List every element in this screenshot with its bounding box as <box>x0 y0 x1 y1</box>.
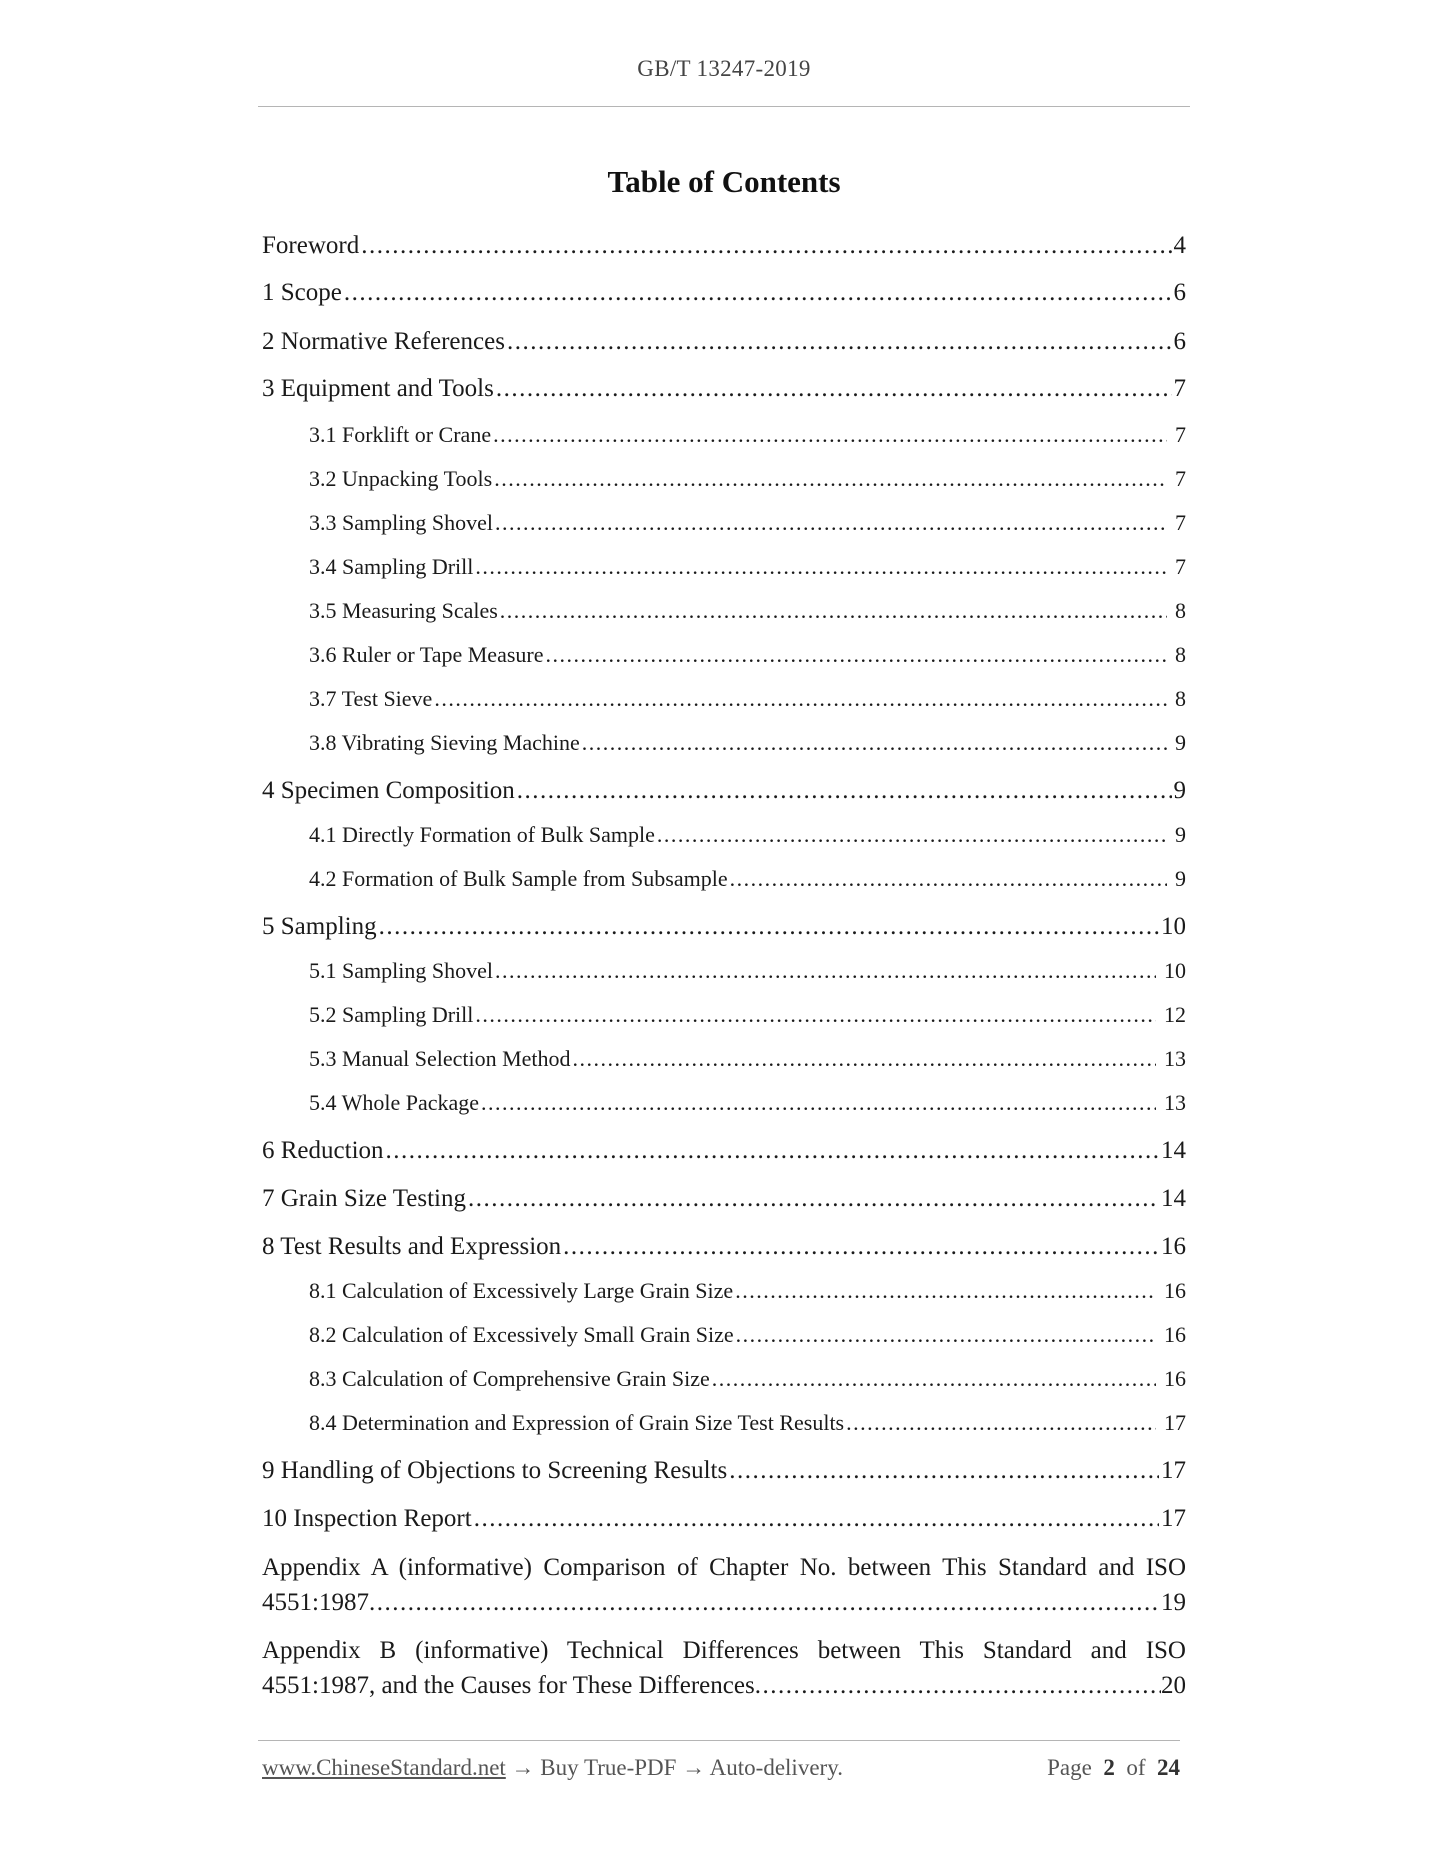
toc-entry-page: 12 <box>1164 1002 1186 1027</box>
toc-entry-label: 1 Scope <box>262 279 342 306</box>
toc-leader-dots <box>573 1046 1156 1072</box>
toc-entry-page: 6 <box>1173 328 1186 355</box>
toc-entry[interactable] <box>262 1505 1186 1533</box>
toc-entry-label: 4.1 Directly Formation of Bulk Sample <box>309 822 655 847</box>
toc-appendix-entry[interactable] <box>262 1550 1186 1620</box>
toc-entry-page: 4 <box>1173 232 1186 259</box>
toc-entry-label: 8.4 Determination and Expression of Grain Size Test Results <box>309 1410 845 1435</box>
toc-entry-page: 6 <box>1173 279 1186 306</box>
toc-entry-page: 14 <box>1161 1137 1186 1164</box>
toc-entry[interactable] <box>262 279 1186 307</box>
toc-entry-page: 10 <box>1164 958 1186 983</box>
toc-entry-label: 5 Sampling <box>262 913 377 940</box>
toc-entry-page: 8 <box>1175 598 1186 623</box>
appendix-title-line2: 4551:1987 <box>262 1589 369 1616</box>
toc-entry[interactable] <box>309 1322 1186 1348</box>
toc-entry[interactable] <box>262 1457 1186 1485</box>
toc-entry-page: 13 <box>1164 1046 1186 1071</box>
toc-entry[interactable] <box>309 554 1186 580</box>
toc-entry-label: Foreword <box>262 232 360 259</box>
toc-entry-page: 16 <box>1164 1366 1186 1391</box>
toc-entry[interactable] <box>309 422 1186 448</box>
toc-entry-label: 8.3 Calculation of Comprehensive Grain Size <box>309 1366 710 1391</box>
toc-entry[interactable] <box>309 822 1186 848</box>
toc-leader-dots <box>495 958 1156 984</box>
toc-leader-dots <box>500 598 1167 624</box>
toc-entry-label: 8 Test Results and Expression <box>262 1233 562 1260</box>
toc-entry[interactable] <box>309 1090 1186 1116</box>
toc-leader-dots <box>735 1278 1156 1304</box>
toc-entry-page: 8 <box>1175 686 1186 711</box>
toc-entry-page: 9 <box>1175 822 1186 847</box>
toc-entry-label: 10 Inspection Report <box>262 1505 472 1532</box>
toc-entry-label: 3.5 Measuring Scales <box>309 598 498 623</box>
toc-leader-dots <box>493 422 1167 448</box>
toc-leader-dots <box>361 232 1171 260</box>
toc-leader-dots <box>755 1668 1161 1703</box>
toc-entry-page: 7 <box>1175 510 1186 535</box>
appendix-title-line1: Appendix B (informative) Technical Differences between This Standard and ISO <box>262 1637 1186 1664</box>
toc-entry-label: 4 Specimen Composition <box>262 777 515 804</box>
toc-leader-dots <box>494 466 1167 492</box>
toc-entry-label: 3.3 Sampling Shovel <box>309 510 493 535</box>
toc-entry-label: 8.2 Calculation of Excessively Small Grain Size <box>309 1322 734 1347</box>
toc-entry-label: 3.1 Forklift or Crane <box>309 422 492 447</box>
website-link[interactable]: www.ChineseStandard.net <box>262 1755 506 1780</box>
toc-entry[interactable] <box>262 375 1186 403</box>
toc-leader-dots <box>545 642 1167 668</box>
toc-leader-dots <box>495 510 1167 536</box>
toc-entry[interactable] <box>309 598 1186 624</box>
toc-entry-label: 2 Normative References <box>262 328 505 355</box>
toc-entry-label: 8.1 Calculation of Excessively Large Grain Size <box>309 1278 734 1303</box>
toc-leader-dots <box>496 375 1172 403</box>
appendix-title-line1: Appendix A (informative) Comparison of Chapter No. between This Standard and ISO <box>262 1554 1186 1581</box>
toc-entry-page: 20 <box>1161 1672 1186 1699</box>
toc-entry[interactable] <box>262 328 1186 356</box>
toc-entry-label: 5.1 Sampling Shovel <box>309 958 493 983</box>
toc-entry-label: 6 Reduction <box>262 1137 384 1164</box>
toc-appendix-entry[interactable] <box>262 1633 1186 1703</box>
toc-entry-page: 9 <box>1175 866 1186 891</box>
toc-entry[interactable] <box>309 642 1186 668</box>
toc-entry-page: 16 <box>1164 1322 1186 1347</box>
toc-entry[interactable] <box>309 686 1186 712</box>
toc-leader-dots <box>730 866 1167 892</box>
auto-delivery-text: Auto-delivery. <box>709 1755 843 1780</box>
footer-divider <box>258 1740 1180 1741</box>
toc-entry-label: 5.2 Sampling Drill <box>309 1002 474 1027</box>
toc-leader-dots <box>434 686 1167 712</box>
page-number: Page 2 of 24 <box>1047 1755 1180 1780</box>
toc-entry[interactable] <box>309 1278 1186 1304</box>
toc-leader-dots <box>379 913 1159 941</box>
toc-leader-dots <box>369 1585 1161 1620</box>
toc-entry[interactable] <box>309 1046 1186 1072</box>
toc-entry-label: 3.6 Ruler or Tape Measure <box>309 642 544 667</box>
toc-entry-label: 3.2 Unpacking Tools <box>309 466 493 491</box>
toc-entry[interactable] <box>309 1002 1186 1028</box>
header-divider <box>258 106 1190 107</box>
appendix-title-line2: 4551:1987, and the Causes for These Differences <box>262 1672 755 1699</box>
toc-entry[interactable] <box>262 1185 1186 1213</box>
toc-entry[interactable] <box>262 913 1186 941</box>
toc-entry[interactable] <box>309 1366 1186 1392</box>
toc-leader-dots <box>475 554 1167 580</box>
toc-entry-label: 5.3 Manual Selection Method <box>309 1046 571 1071</box>
toc-entry-page: 9 <box>1175 730 1186 755</box>
toc-leader-dots <box>386 1137 1159 1165</box>
toc-entry-page: 7 <box>1175 422 1186 447</box>
toc-entry-page: 7 <box>1175 554 1186 579</box>
toc-entry[interactable] <box>309 958 1186 984</box>
toc-entry-page: 10 <box>1161 913 1186 940</box>
toc-entry-page: 16 <box>1161 1233 1186 1260</box>
toc-leader-dots <box>507 328 1172 356</box>
arrow-icon: → <box>505 1755 541 1780</box>
toc-entry-label: 9 Handling of Objections to Screening Results <box>262 1457 728 1484</box>
toc-entry-page: 7 <box>1175 466 1186 491</box>
toc-entry-page: 13 <box>1164 1090 1186 1115</box>
toc-entry[interactable] <box>309 510 1186 536</box>
toc-leader-dots <box>729 1457 1159 1485</box>
toc-entry-label: 3.7 Test Sieve <box>309 686 433 711</box>
toc-entry-label: 3.8 Vibrating Sieving Machine <box>309 730 580 755</box>
toc-leader-dots <box>517 777 1172 805</box>
toc-entry[interactable] <box>262 777 1186 805</box>
toc-entry-page: 17 <box>1161 1505 1186 1532</box>
toc-entry-label: 4.2 Formation of Bulk Sample from Subsample <box>309 866 728 891</box>
running-header: GB/T 13247-2019 <box>637 56 811 81</box>
page-footer <box>262 1755 1180 1781</box>
buy-pdf-text: Buy True-PDF <box>540 1755 677 1780</box>
toc-entry[interactable] <box>309 1410 1186 1436</box>
toc-entry-label: 3.4 Sampling Drill <box>309 554 474 579</box>
toc-entry-label: 5.4 Whole Package <box>309 1090 480 1115</box>
toc-entry-page: 19 <box>1161 1589 1186 1616</box>
toc-entry-label: 7 Grain Size Testing <box>262 1185 467 1212</box>
toc-entry[interactable] <box>262 232 1186 260</box>
toc-entry[interactable] <box>309 866 1186 892</box>
toc-leader-dots <box>468 1185 1159 1213</box>
toc-entry[interactable] <box>262 1233 1186 1261</box>
page-title: Table of Contents <box>607 164 841 199</box>
toc-entry[interactable] <box>262 1137 1186 1165</box>
toc-entry-page: 17 <box>1161 1457 1186 1484</box>
toc-entry-page: 7 <box>1173 375 1186 402</box>
toc-leader-dots <box>712 1366 1156 1392</box>
toc-leader-dots <box>657 822 1167 848</box>
toc-entry-page: 17 <box>1164 1410 1186 1435</box>
toc-leader-dots <box>736 1322 1156 1348</box>
footer-promo <box>262 1755 843 1781</box>
toc-entry[interactable] <box>309 466 1186 492</box>
toc-entry-page: 14 <box>1161 1185 1186 1212</box>
toc-leader-dots <box>475 1002 1156 1028</box>
toc-leader-dots <box>474 1505 1159 1533</box>
toc-leader-dots <box>563 1233 1159 1261</box>
toc-leader-dots <box>344 279 1172 307</box>
toc-entry-page: 8 <box>1175 642 1186 667</box>
toc-leader-dots <box>846 1410 1156 1436</box>
toc-entry-page: 16 <box>1164 1278 1186 1303</box>
toc-entry-page: 9 <box>1173 777 1186 804</box>
toc-leader-dots <box>481 1090 1156 1116</box>
arrow-icon: → <box>676 1755 710 1780</box>
toc-leader-dots <box>582 730 1167 756</box>
toc-entry[interactable] <box>309 730 1186 756</box>
toc-entry-label: 3 Equipment and Tools <box>262 375 494 402</box>
